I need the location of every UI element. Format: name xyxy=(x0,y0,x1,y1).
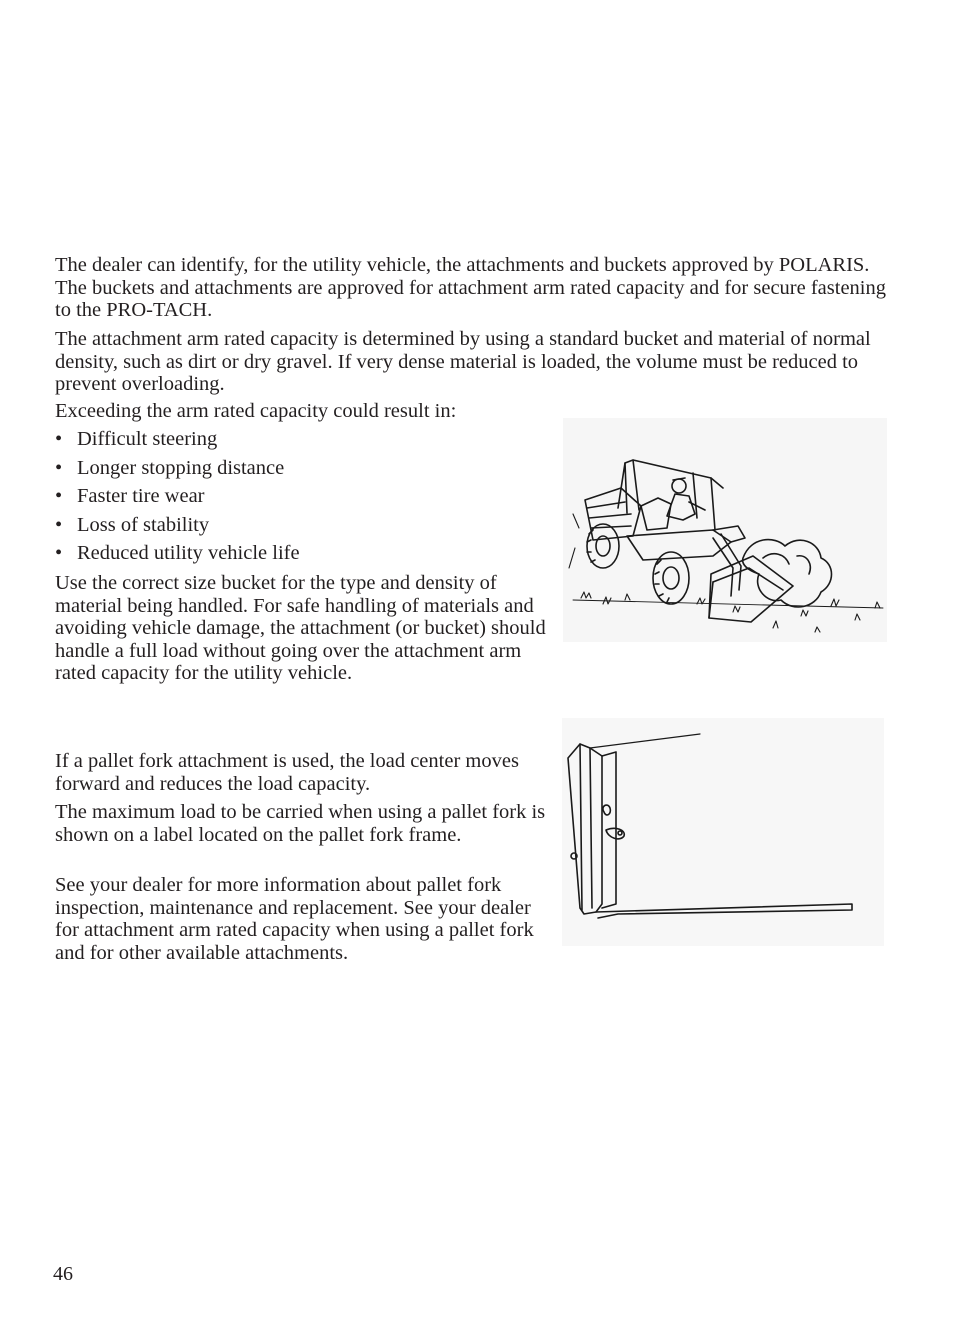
bullet-marker: • xyxy=(55,428,63,450)
pallet-paragraph-3: See your dealer for more information about pallet fork inspection, maintenance and replacement. See your dealer for attachment arm rated capacity when using a pallet fork and for other available attachments. xyxy=(55,874,534,964)
pallet-fork-illustration xyxy=(562,718,884,946)
list-item xyxy=(55,514,300,543)
list-item-text: Faster tire wear xyxy=(77,485,205,508)
bullet-marker: • xyxy=(55,542,63,565)
list-item-text: Longer stopping distance xyxy=(77,456,285,479)
page-number: 46 xyxy=(53,1263,73,1285)
list-item xyxy=(55,485,300,514)
list-item xyxy=(55,542,300,571)
list-item-text: Reduced utility vehicle life xyxy=(77,542,300,565)
intro-paragraph-3: Exceeding the arm rated capacity could result in: xyxy=(55,400,457,422)
list-item xyxy=(55,457,300,486)
pallet-paragraph-2: The maximum load to be carried when using a pallet fork is shown on a label located on the pallet fork frame. xyxy=(55,801,546,846)
bullet-marker: • xyxy=(55,456,63,479)
utility-vehicle-illustration xyxy=(563,418,887,642)
bullet-marker: • xyxy=(55,513,63,536)
pallet-paragraph-1: If a pallet fork attachment is used, the load center moves forward and reduces the load capacity. xyxy=(55,750,519,795)
bullet-marker: • xyxy=(55,485,63,508)
bucket-paragraph: Use the correct size bucket for the type and density of material being handled. For safe handling of materials and avoiding vehicle damage, the attachment (or bucket) should handle a full load without going over the attachment arm rated capacity for the utility vehicle. xyxy=(55,572,546,685)
effects-list xyxy=(55,428,300,571)
list-item-text: Loss of stability xyxy=(77,513,210,536)
list-item-text: Difficult steering xyxy=(77,428,218,450)
list-item xyxy=(55,428,300,457)
intro-paragraph-2: The attachment arm rated capacity is determined by using a standard bucket and material of normal density, such as dirt or dry gravel. If very dense material is loaded, the volume must be reduced to prevent overloading. xyxy=(55,328,871,396)
intro-paragraph-1: The dealer can identify, for the utility vehicle, the attachments and buckets approved by POLARIS. The buckets and attachments are approved for attachment arm rated capacity and for secure fastening to the PRO-TACH. xyxy=(55,254,887,322)
